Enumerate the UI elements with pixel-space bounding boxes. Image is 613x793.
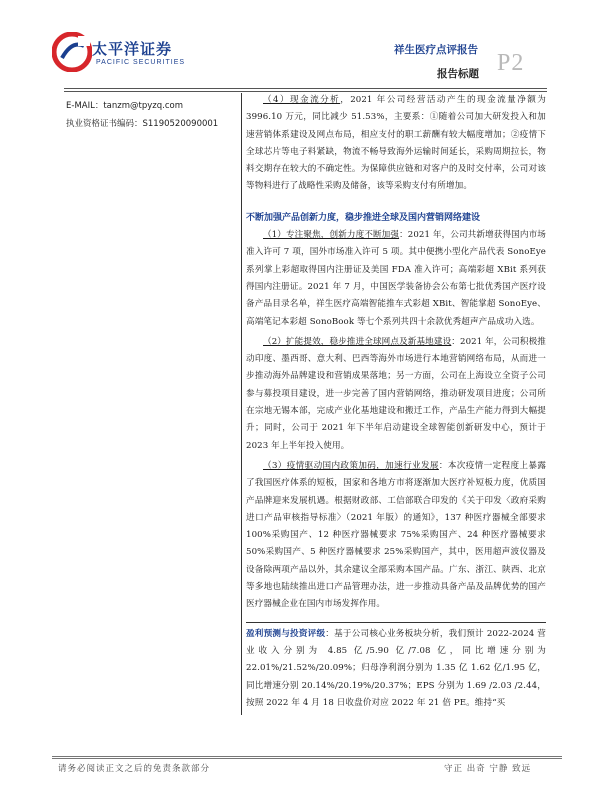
analyst-cert: 执业资格证书编码：S1190520090001 [66, 119, 219, 129]
paragraph-policy [246, 458, 546, 614]
header-divider [64, 88, 547, 89]
logo-english-name: PACIFIC SECURITIES [96, 59, 186, 66]
section-title: 不断加强产品创新力度，稳步推进全球及国内营销网络建设 [246, 212, 481, 223]
paragraph-text: ：2021 年，公司共新增获得国内市场准入许可 7 项，国外市场准入许可 5 项。其中便携小型化产品代表 SonoEye 系列掌上彩超取得国内注册证及美国 FDA 准入许可；高端彩超 XBit 系列获得国内注册证。2021 年 7 月，中国医学装备协会公布第七批优秀国产医疗设备产品目录名单，祥生医疗高端智能推车式彩超 XBit、智能掌超 SonoEye、高端笔记本彩超 SonoBook 等七个系列共四十余款优秀超声产品成功入选。 [246, 230, 546, 327]
paragraph-forecast [246, 626, 546, 712]
footer-divider-2 [52, 758, 562, 759]
paragraph-lead: （2）扩能提效，稳步推进全球网点及新基地建设 [263, 336, 452, 347]
footer-divider [52, 756, 562, 757]
report-label: 报告标题 [437, 68, 479, 80]
main-body [246, 92, 546, 712]
section-divider [246, 622, 546, 623]
paragraph-lead: 盈利预测与投资评级 [246, 628, 326, 639]
paragraph-lead: （3）疫情驱动国内政策加码，加速行业发展 [263, 460, 439, 471]
paragraph-innovation [246, 227, 546, 331]
paragraph-text: ：基于公司核心业务板块分析，我们预计 2022-2024 营业收入分别为 4.85 亿/5.90 亿/7.08 亿，同比增速分别为 22.01%/21.52%/20.09%；归母净利润分别为 1.35 亿 1.62 亿/1.95 亿，同比增速分别 20.14%/20.19%/20.37%；EPS 分别为 1.69 /2.03 /2.44，按照 2022 年 4 月 18 日收盘价对应 2022 年 21 倍 PE。维持“买 [246, 628, 547, 708]
page-number: P2 [497, 50, 525, 76]
footer-motto: 守正 出奇 宁静 致远 [444, 764, 532, 774]
report-type: 祥生医疗点评报告 [394, 44, 478, 56]
paragraph-text: ：2021 年，公司积极推动印度、墨西哥、意大利、巴西等海外市场进行本地营销网络布局，从而进一步推动海外品牌建设和营销成果落地；另一方面，公司在上海设立全资子公司参与募投项目建设，进一步完善了国内营销网络，推动研发项目进度；公司所在宗地无锡本部，完成产业化基地建设和搬迁工作，产品生产能力得到大幅提升；同时，公司于 2021 年下半年启动建设全球智能创新研发中心，预计于 2023 年上半年投入使用。 [246, 336, 547, 451]
analyst-email: E-MAIL：tanzm@tpyzq.com [66, 101, 183, 111]
paragraph-text: ，2021 年公司经营活动产生的现金流量净额为 3996.10 万元，同比减少 51.53%，主要系：①随着公司加大研发投入和加速营销体系建设及网点布局，相应支付的职工薪酬有较大幅度增加；②疫情下全球芯片等电子料紧缺，物流不畅导致海外运输时间延长，采购周期拉长，物料交期存在较大的不确定性。为保障供应链和对客户的及时交付率，公司对该等物料进行了战略性采购及储备，该等采购支付有所增加。 [246, 95, 546, 192]
paragraph-expansion [246, 334, 546, 455]
column-divider [241, 93, 242, 715]
paragraph-text: ：本次疫情一定程度上暴露了我国医疗体系的短板，国家和各地方市将逐渐加大医疗补短板力度，优质国产品牌迎来发展机遇。根据财政部、工信部联合印发的《关于印发〈政府采购进口产品审核指导标准〉（2021 年版）的通知》，137 种医疗器械全部要求 100%采购国产、12 种医疗器械要求 75%采购国产、24 种医疗器械要求 50%采购国产、5 种医疗器械要求 25%采购国产，其中，医用超声波仪器及设备除两项产品以外，其余建议全部采购本国产品。广东、浙江、陕西、北京等多地也陆续推出进口产品管理办法，进一步推动具备产品及品牌优势的国产医疗器械企业在国内市场发挥作用。 [246, 460, 547, 610]
pacific-securities-logo-icon [52, 32, 92, 72]
paragraph-cashflow [246, 92, 546, 196]
paragraph-lead: （1）专注聚焦，创新力度不断加强 [263, 230, 400, 241]
paragraph-lead: （4）现金流分析 [263, 95, 341, 105]
logo-chinese-name: 太平洋证券 [92, 40, 173, 58]
footer-disclaimer: 请务必阅读正文之后的免责条款部分 [58, 764, 211, 774]
